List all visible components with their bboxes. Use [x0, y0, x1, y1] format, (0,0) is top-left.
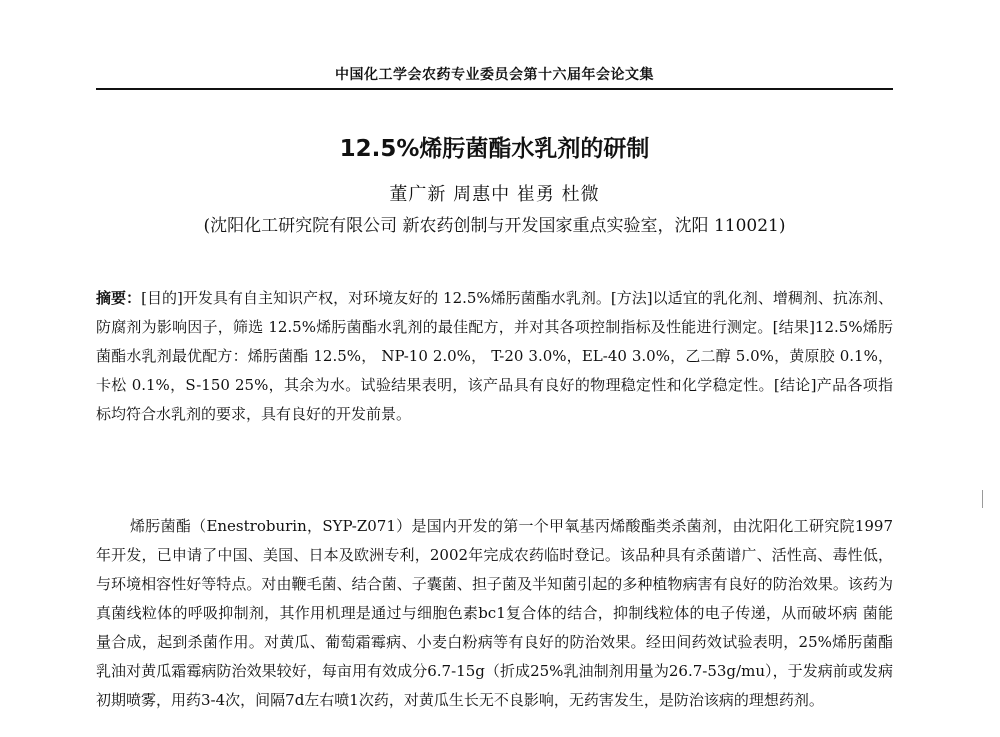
- paper-title: 12.5%烯肟菌酯水乳剂的研制: [339, 136, 650, 162]
- intro-paragraph: 烯肟菌酯（Enestroburin，SYP-Z071）是国内开发的第一个甲氧基丙烯酸酯类杀菌剂，由沈阳化工研究院1997年开发，已申请了中国、美国、日本及欧洲专利，2002年完成农药临时登记。该品种具有杀菌谱广、活性高、毒性低，与环境相容性好等特点。对由鞭毛菌、结合菌、子囊菌、担子菌及半知菌引起的多种植物病害有良好的防治效果。该药为真菌线粒体的呼吸抑制剂，其作用机理是通过与细胞色素bc1复合体的结合，抑制线粒体的电子传递，从而破坏病 菌能量合成，起到杀菌作用。对黄瓜、葡萄霜霉病、小麦白粉病等有良好的防治效果。经田间药效试验表明，25%烯肟菌酯乳油对黄瓜霜霉病防治效果较好，每亩用有效成分6.7-15g（折成25%乳油制剂用量为26.7-53g/mu），于发病前或发病初期喷雾，用药3-4次，间隔7d左右喷1次药，对黄瓜生长无不良影响，无药害发生，是防治该病的理想药剂。: [96, 517, 893, 709]
- author-list: 董广新 周惠中 崔勇 杜微: [389, 184, 600, 205]
- abstract: [96, 284, 893, 429]
- abstract-label: 摘要：: [96, 289, 142, 307]
- running-header: 中国化工学会农药专业委员会第十六届年会论文集: [335, 67, 654, 83]
- header-rule: [96, 88, 893, 90]
- affiliation: (沈阳化工研究院有限公司 新农药创制与开发国家重点实验室，沈阳 110021): [203, 216, 786, 236]
- scan-margin-mark: [982, 490, 983, 508]
- abstract-body: [目的]开发具有自主知识产权，对环境友好的 12.5%烯肟菌酯水乳剂。[方法]以适宜的乳化剂、增稠剂、抗冻剂、防腐剂为影响因子，筛选 12.5%烯肟菌酯水乳剂的最佳配方，并对其各项控制指标及性能进行测定。[结果]12.5%烯肟菌酯水乳剂最优配方：烯肟菌酯 12.5%， NP-10 2.0%， T-20 3.0%，EL-40 3.0%，乙二醇 5.0%，黄原胶 0.1%，卡松 0.1%，S-150 25%，其余为水。试验结果表明，该产品具有良好的物理稳定性和化学稳定性。[结论]产品各项指标均符合水乳剂的要求，具有良好的开发前景。: [96, 289, 893, 423]
